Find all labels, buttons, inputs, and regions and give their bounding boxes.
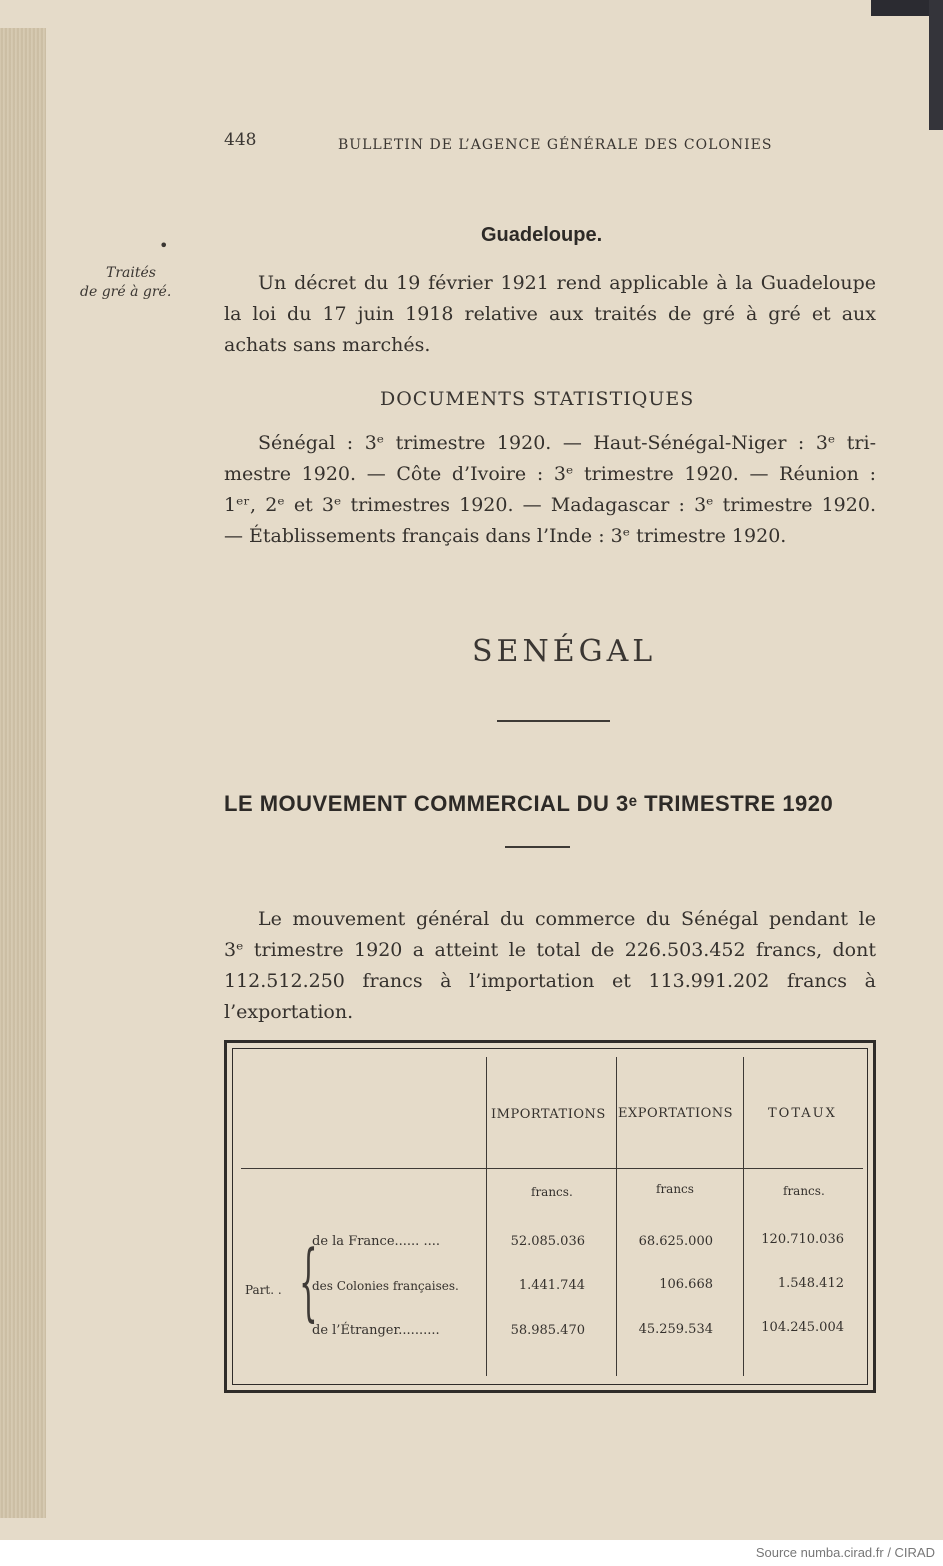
source-credit: Source numba.cirad.fr / CIRAD <box>755 1545 935 1560</box>
trade-table <box>224 1040 876 1393</box>
text-line: Le mouvement général du commerce du Sénégal pendant le <box>258 908 876 930</box>
text-line: 3ᵉ trimestre 1920 a atteint le total de 226.503.452 francs, dont <box>224 939 876 961</box>
column-divider <box>486 1057 487 1376</box>
margin-note-line2: de gré à gré. <box>80 284 172 300</box>
cell-totaux: 120.710.036 <box>761 1232 844 1247</box>
text-line: 112.512.250 francs à l’importation et 113.991.202 francs à <box>224 970 876 992</box>
section-title-senegal: SENÉGAL <box>472 634 657 669</box>
text-line: mestre 1920. — Côte d’Ivoire : 3ᵉ trimestre 1920. — Réunion : <box>224 463 876 485</box>
row-label: de l’Étranger.......... <box>312 1323 440 1338</box>
section-heading-documents: DOCUMENTS STATISTIQUES <box>380 388 695 410</box>
text-line: achats sans marchés. <box>224 334 431 356</box>
unit-totaux: francs. <box>783 1184 825 1198</box>
header-rule <box>241 1168 863 1169</box>
senegal-paragraph <box>224 904 876 1028</box>
text-line: Sénégal : 3ᵉ trimestre 1920. — Haut-Sénégal-Niger : 3ᵉ tri- <box>258 432 876 454</box>
text-line: l’exportation. <box>224 1001 354 1023</box>
book-spine-side <box>929 0 943 130</box>
cell-importations: 58.985.470 <box>510 1323 585 1338</box>
cell-exportations: 45.259.534 <box>638 1322 713 1337</box>
trade-table-inner-frame <box>232 1048 868 1385</box>
col-header-totaux: TOTAUX <box>768 1106 837 1121</box>
section-heading-guadeloupe: Guadeloupe. <box>481 224 603 246</box>
running-head: BULLETIN DE L’AGENCE GÉNÉRALE DES COLONIES <box>338 137 773 153</box>
cell-totaux: 104.245.004 <box>761 1320 844 1335</box>
row-label: de la France...... .... <box>312 1234 440 1249</box>
text-line: 1ᵉʳ, 2ᵉ et 3ᵉ trimestres 1920. — Madagascar : 3ᵉ trimestre 1920. <box>224 494 876 516</box>
text-line: — Établissements français dans l’Inde : 3ᵉ trimestre 1920. <box>224 525 787 547</box>
cell-exportations: 106.668 <box>659 1277 713 1292</box>
margin-note-line1: Traités <box>106 265 156 281</box>
text-line: Un décret du 19 février 1921 rend applicable à la Guadeloupe <box>258 272 876 294</box>
page-edge <box>0 28 46 1518</box>
documents-paragraph <box>224 428 876 552</box>
margin-dot: • <box>159 236 169 255</box>
row-label: des Colonies françaises. <box>312 1279 459 1293</box>
row-group-label: Part. . <box>245 1283 282 1297</box>
title-rule <box>497 720 610 722</box>
cell-importations: 1.441.744 <box>518 1278 585 1293</box>
unit-importations: francs. <box>531 1185 573 1199</box>
cell-importations: 52.085.036 <box>510 1234 585 1249</box>
column-divider <box>616 1057 617 1376</box>
cell-exportations: 68.625.000 <box>638 1234 713 1249</box>
page-number: 448 <box>224 130 257 150</box>
unit-exportations: francs <box>656 1182 694 1196</box>
subtitle-rule <box>505 846 570 848</box>
cell-totaux: 1.548.412 <box>777 1276 844 1291</box>
column-divider <box>743 1057 744 1376</box>
col-header-exportations: EXPORTATIONS <box>618 1106 734 1121</box>
guadeloupe-paragraph <box>224 268 876 361</box>
section-subtitle: LE MOUVEMENT COMMERCIAL DU 3ᵉ TRIMESTRE 1920 <box>224 791 834 816</box>
col-header-importations: IMPORTATIONS <box>491 1107 606 1122</box>
text-line: la loi du 17 juin 1918 relative aux traités de gré à gré et aux <box>224 303 876 325</box>
row-group-brace: { <box>299 1232 318 1330</box>
